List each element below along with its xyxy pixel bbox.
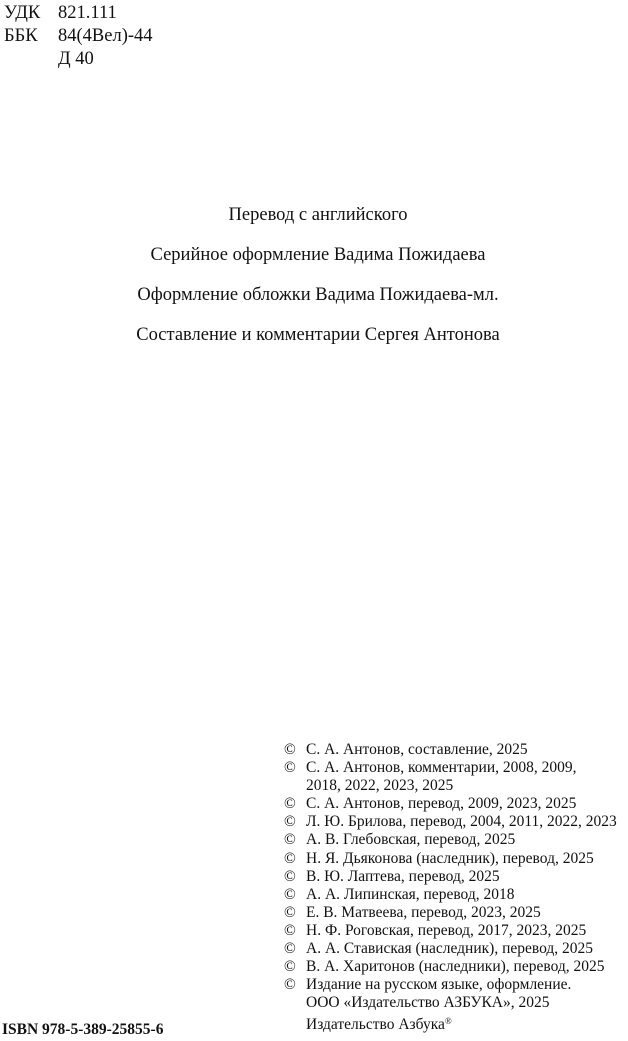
copyright-line: Е. В. Матвеева, перевод, 2023, 2025 [306,903,541,921]
copyright-line: В. Ю. Лаптева, перевод, 2025 [306,867,500,885]
copyright-text [306,795,626,813]
classification-row [4,2,153,25]
credit-line: Составление и комментарии Сергея Антонова [136,325,500,345]
classification-block [4,2,153,71]
copyright-line: 2018, 2022, 2023, 2025 [306,777,454,795]
classification-label [4,48,58,71]
copyright-entry [284,759,626,795]
copyright-text [306,759,626,795]
copyright-line: Н. Я. Дьяконова (наследник), перевод, 2025 [306,849,594,867]
copyright-text [306,886,626,904]
copyright-line: С. А. Антонов, перевод, 2009, 2023, 2025 [306,795,577,813]
copyright-entry [284,958,626,976]
copyright-entry [284,886,626,904]
copyright-entry [284,795,626,813]
copyright-symbol: © [284,976,296,994]
copyright-line: Издание на русском языке, оформление. [306,976,572,994]
copyright-line: А. А. Ставиская (наследник), перевод, 2025 [306,940,594,958]
credit-line: Серийное оформление Вадима Пожидаева [150,245,486,265]
credit-line: Оформление обложки Вадима Пожидаева-мл. [137,285,499,305]
copyright-entry [284,850,626,868]
copyright-symbol: © [284,958,296,976]
copyright-text [306,958,626,976]
copyright-line: Л. Ю. Брилова, перевод, 2004, 2011, 2022, 2023 [306,813,617,831]
copyright-symbol: © [284,831,296,849]
copyright-text [306,831,626,849]
copyright-text [306,850,626,868]
copyright-symbol: © [284,813,296,831]
credits-block [0,204,628,364]
copyright-text [306,976,626,1034]
copyright-entry [284,813,626,831]
copyright-text [306,940,626,958]
registered-mark: ® [444,1016,452,1027]
classification-row [4,25,153,48]
copyright-symbol: © [284,849,296,867]
copyright-line: С. А. Антонов, комментарии, 2008, 2009, [306,759,577,777]
copyright-symbol: © [284,921,296,939]
credit-line: Перевод с английского [228,205,408,225]
copyright-symbol: © [284,795,296,813]
copyright-line: Н. Ф. Роговская, перевод, 2017, 2023, 2025 [306,921,587,939]
copyright-entry [284,940,626,958]
copyright-line: А. В. Глебовская, перевод, 2025 [306,831,516,849]
isbn: ISBN 978-5-389-25855-6 [2,1021,164,1038]
copyright-line: Издательство Азбука® [306,1016,452,1034]
copyright-entry [284,868,626,886]
copyright-symbol: © [284,885,296,903]
classification-value: Д 40 [58,49,94,69]
copyright-symbol: © [284,940,296,958]
copyright-entry [284,831,626,849]
copyright-line: А. А. Липинская, перевод, 2018 [306,885,515,903]
copyright-text [306,868,626,886]
copyright-symbol: © [284,741,296,758]
copyright-text [306,741,626,759]
copyright-line: С. А. Антонов, составление, 2025 [306,741,528,758]
copyright-text [306,813,626,831]
copyright-line: ООО «Издательство АЗБУКА», 2025 [306,994,550,1012]
copyright-symbol: © [284,759,296,777]
copyright-entry [284,904,626,922]
copyright-entry [284,976,626,1034]
classification-value: 84(4Вел)-44 [58,26,153,46]
copyright-text [306,904,626,922]
classification-value: 821.111 [58,3,117,23]
copyright-entry [284,741,626,759]
copyright-entry [284,922,626,940]
classification-row [4,48,153,71]
copyright-symbol: © [284,903,296,921]
classification-label: ББК [4,26,38,46]
copyright-line: В. А. Харитонов (наследники), перевод, 2025 [306,958,605,976]
copyright-block [284,741,626,1035]
classification-label: УДК [4,3,41,23]
copyright-text [306,922,626,940]
copyright-symbol: © [284,867,296,885]
